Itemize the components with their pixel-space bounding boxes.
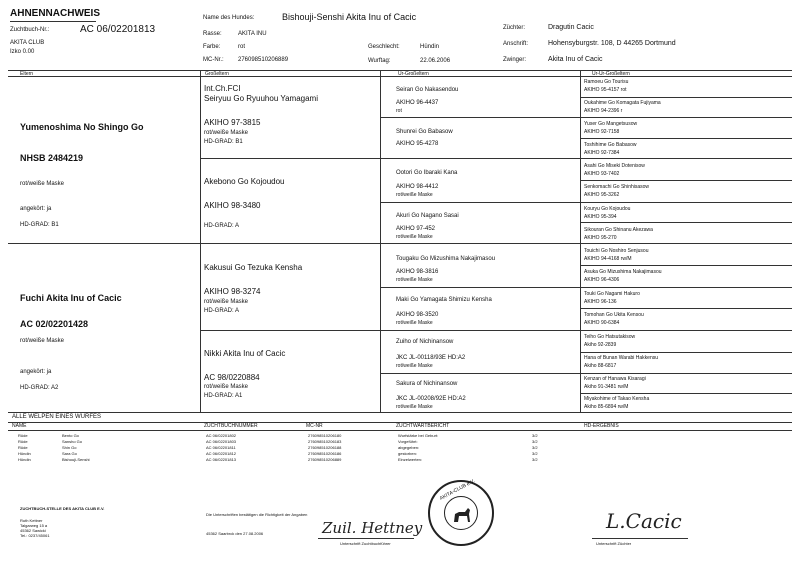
zuechter-label: Züchter:	[503, 25, 526, 31]
ggp1-color: rot	[396, 108, 402, 114]
zuchtbuch-label: Zuchtbuch-Nr.:	[10, 27, 50, 33]
zwinger-label: Zwinger:	[503, 57, 527, 63]
rasse-value: AKITA INU	[238, 31, 267, 37]
office-title: ZUCHTBUCH-STELLE DES AKITA CLUB E.V.	[20, 506, 105, 511]
mother-hd: HD-GRAD: A2	[20, 385, 59, 391]
litter-zb: AC 06/02201802	[206, 433, 237, 438]
gggp1-name: Ramoeu Go Tourisu	[584, 79, 629, 85]
litter-col-mc: MC-NR	[306, 423, 323, 429]
mother-reg: AC 02/02201428	[20, 319, 89, 329]
title-underline	[10, 21, 96, 22]
anschrift-label: Anschrift:	[503, 41, 529, 47]
grid-bottom-line	[8, 412, 792, 413]
litter-line-2	[8, 430, 792, 431]
gggp4-reg: AKIHO 92-7384	[584, 150, 620, 156]
mother-angekoert: angekört: ja	[20, 369, 52, 375]
ggp7-reg: JKC JL-00118/93E HD:A2	[396, 355, 466, 361]
office-line: 45362 Sawicki	[20, 528, 46, 533]
gggp15-reg: Akiho 91-3481 rw/M	[584, 384, 629, 390]
gggp16-name: Miyakohime of Takao Kensha	[584, 396, 650, 402]
grid-ggp-divider-5	[380, 287, 792, 288]
seal-text: AKITA-CLUB e.V.	[438, 478, 477, 502]
signature-zuechter: L.Cacic	[606, 509, 682, 533]
grid-ggp-divider-1	[380, 117, 792, 118]
grid-gp-divider-1	[200, 158, 792, 159]
zuechter-value: Dragutin Cacic	[548, 24, 594, 31]
father-hd: HD-GRAD: B1	[20, 222, 59, 228]
litter-note: gestorben:	[398, 451, 417, 456]
litter-val: 3/2	[532, 439, 538, 444]
gggp2-reg: AKIHO 94-2396 r	[584, 108, 623, 114]
ggp6-color: rot/weiße Maske	[396, 320, 433, 326]
ggp5-color: rot/weiße Maske	[396, 277, 433, 283]
grid-gggp-line	[580, 393, 792, 394]
gggp5-reg: AKIHO 93-7402	[584, 171, 620, 177]
col-heading-grosseltern: Großeltern	[205, 71, 229, 77]
gggp13-reg: Akiho 92-2839	[584, 342, 617, 348]
gggp11-reg: AKIHO 96-136	[584, 299, 617, 305]
gggp3-reg: AKIHO 92-7158	[584, 129, 620, 135]
ggp8-color: rot/weiße Maske	[396, 404, 433, 410]
litter-col-name: NAME	[12, 423, 27, 429]
club-seal	[428, 480, 494, 546]
gggp14-name: Hana of Bunan Warabi Hakkensu	[584, 355, 659, 361]
gggp12-reg: AKIHO 90-6384	[584, 320, 620, 326]
litter-col-hd: HD-ERGEBNIS	[584, 423, 619, 429]
gggp10-reg: AKIHO 96-4306	[584, 277, 620, 283]
col-heading-ururgrosseltern: Ur-Ur-Großeltern	[592, 71, 630, 77]
gp1-color: rot/weiße Maske	[204, 130, 249, 136]
office-line: Talgarweg 15 a	[20, 523, 48, 528]
father-name: Yumenoshima No Shingo Go	[20, 122, 144, 132]
litter-note: Wurfstärke bei Geburt:	[398, 433, 439, 438]
ggp1-reg: AKIHO 96-4437	[396, 100, 439, 106]
gp4-name: Nikki Akita Inu of Cacic	[204, 349, 286, 358]
gggp2-name: Oukahime Go Komagata Fujiyama	[584, 100, 661, 106]
ggp4-name: Akuri Go Nagano Sasai	[396, 213, 459, 219]
mother-name: Fuchi Akita Inu of Cacic	[20, 293, 122, 303]
gp1-name: Seiryuu Go Ryuuhou Yamagami	[204, 94, 318, 103]
gggp6-reg: AKIHO 95-3262	[584, 192, 620, 198]
ggp6-reg: AKIHO 98-3520	[396, 312, 439, 318]
gp4-hd: HD-GRAD: A1	[204, 393, 243, 399]
geschlecht-value: Hündin	[420, 44, 440, 50]
rasse-label: Rasse:	[203, 31, 222, 37]
litter-sex: Hündin	[18, 451, 31, 456]
litter-zb: AC 06/02201811	[206, 445, 236, 450]
litter-zb: AC 06/02201803	[206, 439, 237, 444]
ggp6-name: Maki Go Yamagata Shimizu Kensha	[396, 297, 492, 303]
col-heading-eltern: Eltern	[20, 71, 34, 77]
litter-sex: Rüde	[18, 433, 28, 438]
ggp7-color: rot/weiße Maske	[396, 363, 433, 369]
grid-gggp-line	[580, 222, 792, 223]
mcnr-label: MC-Nr.:	[203, 57, 224, 63]
litter-val: 3/2	[532, 445, 538, 450]
ggp8-reg: JKC JL-00208/92E HD:A2	[396, 396, 466, 402]
litter-name: Shin Go	[62, 445, 77, 450]
father-angekoert: angekört: ja	[20, 206, 52, 212]
signature-caption-zuechter: Unterschrift Züchter	[596, 541, 632, 546]
gggp3-name: Yuser Go Mangetsusow	[584, 121, 638, 127]
grid-gggp-line	[580, 180, 792, 181]
litter-note: abgegeben:	[398, 445, 420, 450]
farbe-value: rot	[238, 44, 246, 50]
litter-val: 3/2	[532, 457, 538, 462]
ggp1-name: Seiran Go Nakasendou	[396, 87, 459, 93]
litter-mc: 276098510206188	[308, 445, 342, 450]
gggp5-name: Asahi Go Miseki Dotenisow	[584, 163, 645, 169]
ggp5-name: Tougaku Go Mizushima Nakajimasou	[396, 256, 496, 262]
litter-col-zb: ZUCHTBUCHNUMMER	[204, 423, 258, 429]
anschrift-value: Hohensyburgstr. 108, D 44265 Dortmund	[548, 40, 676, 47]
grid-parent-divider	[8, 243, 792, 244]
dog-icon	[451, 504, 473, 524]
mcnr-value: 276098510206889	[238, 57, 289, 63]
mother-color: rot/weiße Maske	[20, 338, 65, 344]
litter-col-bericht: ZUCHTWARTBERICHT	[396, 423, 450, 429]
grid-gggp-line	[580, 265, 792, 266]
ggp3-reg: AKIHO 98-4412	[396, 184, 439, 190]
litter-note: Einzelwerten:	[398, 457, 423, 462]
grid-gggp-line	[580, 352, 792, 353]
ggp4-color: rot/weiße Maske	[396, 234, 433, 240]
ggp2-reg: AKIHO 95-4278	[396, 141, 439, 147]
signature-line-zuechter	[592, 538, 688, 539]
gp1-hd: HD-GRAD: B1	[204, 139, 243, 145]
gggp7-reg: AKIHO 95-394	[584, 214, 617, 220]
gp1-reg: AKIHO 97-3815	[204, 118, 261, 127]
gp4-reg: AC 98/0220884	[204, 373, 260, 382]
litter-sex: Rüde	[18, 439, 28, 444]
izko-value: Izko 0.00	[10, 49, 35, 55]
ggp3-color: rot/weiße Maske	[396, 192, 433, 198]
signature-zuchtbuch: Zuil. Hettney	[322, 519, 423, 537]
ggp7-name: Zuiho of Nichinansow	[396, 339, 454, 345]
grid-gp-divider-3	[200, 330, 792, 331]
wurftag-label: Wurftag:	[368, 58, 391, 64]
office-line: Ruth Kettner	[20, 518, 43, 523]
gggp14-reg: Akiho 88-6817	[584, 363, 617, 369]
ggp3-name: Ootori Go Ibaraki Kana	[396, 170, 458, 176]
gggp16-reg: Akiho 85-6894 rw/M	[584, 404, 629, 410]
gp2-name: Akebono Go Kojoudou	[204, 177, 285, 186]
litter-sex: Rüde	[18, 445, 28, 450]
grid-col-2	[380, 70, 381, 412]
gggp10-name: Asuka Go Mizushima Nakajimasou	[584, 269, 662, 275]
gggp7-name: Kouryu Go Kojoudou	[584, 206, 631, 212]
gp2-reg: AKIHO 98-3480	[204, 201, 261, 210]
litter-name: Bishouji-Senshi	[62, 457, 90, 462]
father-reg: NHSB 2484219	[20, 153, 84, 163]
signature-caption-zuchtbuch: Unterschrift Zuchtbuchführer	[340, 541, 391, 546]
col-heading-urgrosseltern: Ur-Großeltern	[398, 71, 429, 77]
signature-line-zuchtbuch	[318, 538, 414, 539]
litter-val: 3/2	[532, 433, 538, 438]
litter-zb: AC 06/02201812	[206, 451, 237, 456]
litter-name: Bento Go	[62, 433, 79, 438]
litter-sex: Hündin	[18, 457, 31, 462]
gggp8-name: Sikouran Go Shinanu Akezawa	[584, 227, 653, 233]
club-name: AKITA CLUB	[10, 40, 45, 46]
father-color: rot/weiße Maske	[20, 181, 65, 187]
confirm-text: Die Unterschriften bestätigen die Richtigkeit der Angaben	[206, 512, 308, 517]
gp4-color: rot/weiße Maske	[204, 384, 249, 390]
grid-gggp-line	[580, 97, 792, 98]
gp3-color: rot/weiße Maske	[204, 299, 249, 305]
litter-name: Sansho Go	[62, 439, 83, 444]
gggp1-reg: AKIHO 95-4157 rot	[584, 87, 627, 93]
geschlecht-label: Geschlecht:	[368, 44, 400, 50]
gggp15-name: Kenzan of Hanawa Kisaragi	[584, 376, 646, 382]
litter-mc: 276098510206180	[308, 433, 342, 438]
gggp8-reg: AKIHO 95-270	[584, 235, 617, 241]
litter-mc: 276098510206889	[308, 457, 342, 462]
gggp4-name: Toshihime Go Babasow	[584, 142, 637, 148]
ggp2-name: Shunrei Go Babasow	[396, 129, 453, 135]
gggp9-name: Touichi Go Noshiro Senjusou	[584, 248, 649, 254]
ggp8-name: Sakura of Nichinansow	[396, 381, 458, 387]
grid-col-3	[580, 70, 581, 412]
gggp11-name: Touki Go Nagami Hakuro	[584, 291, 640, 297]
litter-note: Vorgeführt:	[398, 439, 418, 444]
gp1-title: Int.Ch.FCI	[204, 84, 241, 93]
litter-name: Sara Go	[62, 451, 77, 456]
litter-val: 3/2	[532, 451, 538, 456]
ggp4-reg: AKIHO 97-452	[396, 226, 436, 232]
gp3-hd: HD-GRAD: A	[204, 308, 240, 314]
gp3-name: Kakusui Go Tezuka Kensha	[204, 263, 303, 272]
grid-ggp-divider-3	[380, 202, 792, 203]
grid-gggp-line	[580, 308, 792, 309]
wurftag-value: 22.06.2006	[420, 58, 451, 64]
farbe-label: Farbe:	[203, 44, 221, 50]
zwinger-value: Akita Inu of Cacic	[548, 56, 603, 63]
grid-col-1	[200, 70, 201, 412]
document-title: AHNENNACHWEIS	[10, 8, 100, 19]
litter-zb: AC 06/02201813	[206, 457, 237, 462]
dog-name-label: Name des Hundes:	[203, 15, 255, 21]
gggp12-name: Tomohan Go Ukita Kensou	[584, 312, 644, 318]
litter-mc: 276098510206186	[308, 451, 342, 456]
place-date: 45362 Saarbrck den 27.08.2006	[206, 531, 264, 536]
office-line: Tel.: 0237/45061	[20, 533, 50, 538]
gggp6-name: Senkomachi Go Shinhisasow	[584, 184, 650, 190]
litter-mc: 276098510206183	[308, 439, 342, 444]
ggp5-reg: AKIHO 98-3816	[396, 269, 439, 275]
dog-name: Bishouji-Senshi Akita Inu of Cacic	[282, 12, 417, 22]
gggp9-reg: AKIHO 94-4168 rw/M	[584, 256, 632, 262]
gp3-reg: AKIHO 98-3274	[204, 287, 261, 296]
litter-heading: ALLE WELPEN EINES WURFES	[12, 414, 102, 420]
gggp13-name: Teiho Go Hatsutakisow	[584, 334, 636, 340]
grid-ggp-divider-7	[380, 373, 792, 374]
grid-gggp-line	[580, 138, 792, 139]
gp2-hd: HD-GRAD: A	[204, 223, 240, 229]
zuchtbuch-number: AC 06/02201813	[80, 24, 156, 35]
